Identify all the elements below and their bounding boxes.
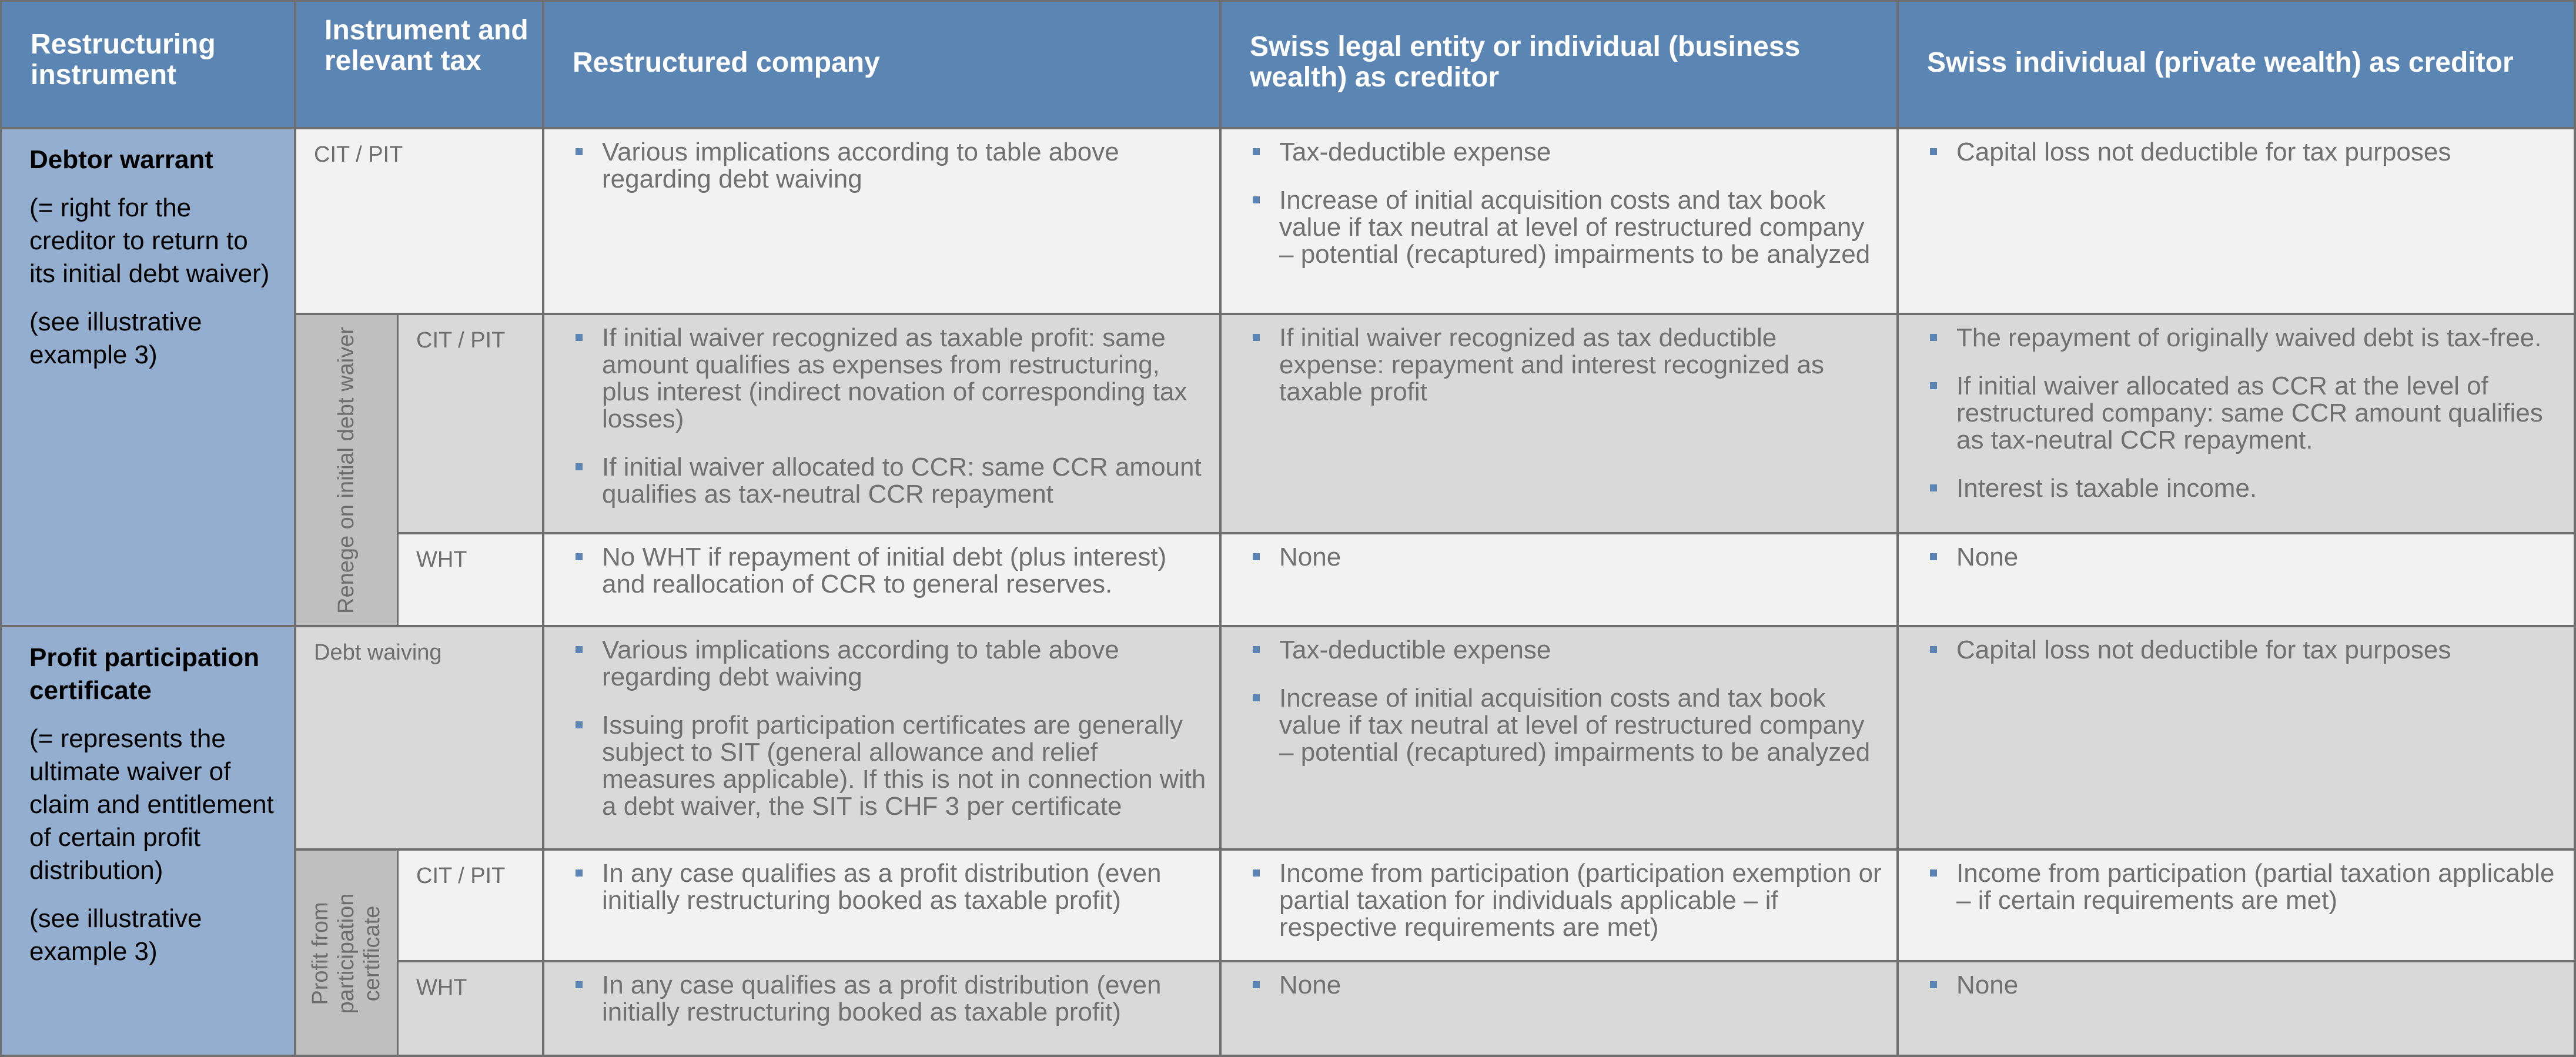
dw-cit-private-cell bbox=[1898, 128, 2576, 314]
bullet-item bbox=[561, 544, 1209, 598]
bullet-text: Tax-deductible expense bbox=[1279, 138, 1551, 166]
grid-line bbox=[295, 313, 2576, 315]
subgroup-profit-from-participation bbox=[295, 849, 397, 1057]
tax-label-text: CIT / PIT bbox=[416, 864, 506, 888]
bullet-item bbox=[1238, 860, 1886, 941]
bullet-text: Issuing profit participation certificates are generally subject to SIT (general allowance and relief measures applicable). If this is not in connection with a debt waiver, the SIT is CHF 3 per certificate bbox=[602, 711, 1206, 821]
renege-cit-private-cell bbox=[1898, 314, 2576, 533]
grid-line bbox=[2574, 0, 2576, 1057]
subgroup-renege-on-waiver bbox=[295, 314, 397, 626]
grid-line bbox=[0, 127, 2576, 129]
bullet-text: Capital loss not deductible for tax purposes bbox=[1956, 635, 2451, 664]
renege-cit-company-cell bbox=[543, 314, 1220, 533]
bullet-text: If initial waiver allocated as CCR at the level of restructured company: same CCR amount qualifies as tax-neutral CCR repayment. bbox=[1956, 372, 2543, 454]
grid-line bbox=[294, 0, 296, 1057]
ppc-wht-private-cell bbox=[1898, 961, 2576, 1057]
bullet-square-icon bbox=[1930, 646, 1937, 653]
bullet-item bbox=[1238, 325, 1886, 406]
tax-label-text: WHT bbox=[416, 547, 467, 572]
grid-line bbox=[542, 0, 544, 1057]
bullet-square-icon bbox=[1930, 869, 1937, 877]
dw-cit-business-cell bbox=[1220, 128, 1898, 314]
renege-wht-private-cell bbox=[1898, 533, 2576, 626]
bullet-text: Increase of initial acquisition costs and tax book value if tax neutral at level of restructured company – potential (recaptured) impairments to be analyzed bbox=[1279, 684, 1871, 767]
bullet-square-icon bbox=[1253, 869, 1260, 877]
profit-from-participation-label-text: Profit from participation certificate bbox=[308, 893, 384, 1013]
header-restructured-company bbox=[543, 0, 1220, 128]
bullet-square-icon bbox=[576, 148, 583, 155]
bullet-item bbox=[1238, 544, 1886, 571]
grid-line bbox=[397, 532, 2576, 534]
tax-label-wht bbox=[397, 533, 543, 626]
grid-line bbox=[0, 0, 2576, 2]
bullet-item bbox=[1238, 187, 1886, 268]
bullet-square-icon bbox=[576, 869, 583, 877]
bullet-text: Interest is taxable income. bbox=[1956, 474, 2257, 503]
debtor-warrant-title: Debtor warrant bbox=[29, 145, 213, 174]
bullet-item bbox=[561, 139, 1209, 193]
bullet-square-icon bbox=[1253, 148, 1260, 155]
ppc-waiving-company-cell bbox=[543, 626, 1220, 849]
tax-label-text: CIT / PIT bbox=[314, 142, 403, 167]
bullet-text: Various implications according to table above regarding debt waiving bbox=[602, 635, 1119, 691]
bullet-text: If initial waiver recognized as tax deductible expense: repayment and interest recognized as taxable profit bbox=[1279, 323, 1825, 406]
bullet-item bbox=[1915, 373, 2564, 454]
bullet-item bbox=[561, 325, 1209, 433]
grid-line bbox=[295, 848, 2576, 851]
grid-line bbox=[397, 314, 399, 626]
profit-participation-reference: (see illustrative example 3) bbox=[29, 904, 202, 966]
tax-label-cit-pit bbox=[397, 314, 543, 533]
tax-label-text: Debt waiving bbox=[314, 640, 442, 665]
bullet-square-icon bbox=[1253, 334, 1260, 341]
bullet-item bbox=[1238, 685, 1886, 766]
bullet-item bbox=[561, 637, 1209, 691]
bullet-square-icon bbox=[1253, 694, 1260, 701]
bullet-text: If initial waiver recognized as taxable profit: same amount qualifies as expenses from restructuring, plus interest (indirect novation of corresponding tax losses) bbox=[602, 323, 1187, 433]
bullet-square-icon bbox=[1253, 553, 1260, 560]
ppc-waiving-business-cell bbox=[1220, 626, 1898, 849]
debtor-warrant-reference: (see illustrative example 3) bbox=[29, 307, 202, 369]
bullet-square-icon bbox=[576, 721, 583, 728]
profit-participation-description: (= represents the ultimate waiver of claim and entitlement of certain profit distribution) bbox=[29, 724, 274, 885]
bullet-text: No WHT if repayment of initial debt (plus interest) and reallocation of CCR to general reserves. bbox=[602, 543, 1167, 598]
debtor-warrant-description: (= right for the creditor to return to its initial debt waiver) bbox=[29, 193, 270, 288]
renege-wht-business-cell bbox=[1220, 533, 1898, 626]
bullet-item bbox=[561, 712, 1209, 820]
header-instrument-tax bbox=[295, 0, 543, 128]
tax-label-cit-pit bbox=[295, 128, 543, 314]
bullet-item bbox=[1915, 860, 2564, 914]
bullet-square-icon bbox=[1930, 382, 1937, 389]
bullet-text: Tax-deductible expense bbox=[1279, 635, 1551, 664]
bullet-text: Income from participation (participation exemption or partial taxation for individuals applicable – if respective requirements are met) bbox=[1279, 859, 1882, 942]
bullet-item bbox=[1238, 139, 1886, 166]
grid-line bbox=[0, 625, 2576, 627]
bullet-text: None bbox=[1279, 543, 1341, 571]
bullet-text: Various implications according to table above regarding debt waiving bbox=[602, 138, 1119, 193]
header-col4-text: Swiss legal entity or individual (business wealth) as creditor bbox=[1250, 31, 1801, 93]
tax-label-text: WHT bbox=[416, 975, 467, 1000]
bullet-square-icon bbox=[576, 334, 583, 341]
bullet-text: None bbox=[1956, 543, 2019, 571]
bullet-item bbox=[1915, 637, 2564, 664]
bullet-text: The repayment of originally waived debt is tax-free. bbox=[1956, 323, 2542, 352]
bullet-text: Capital loss not deductible for tax purposes bbox=[1956, 138, 2451, 166]
renege-label-text: Renege on initial debt waiver bbox=[334, 326, 359, 614]
header-col5-text: Swiss individual (private wealth) as creditor bbox=[1927, 47, 2514, 78]
bullet-item bbox=[1915, 475, 2564, 502]
tax-label-debt-waiving bbox=[295, 626, 543, 849]
bullet-item bbox=[561, 972, 1209, 1026]
instrument-debtor-warrant bbox=[0, 128, 295, 626]
renege-cit-business-cell bbox=[1220, 314, 1898, 533]
grid-line bbox=[0, 0, 2, 1057]
bullet-square-icon bbox=[1930, 981, 1937, 988]
profit-participation-title: Profit participation certificate bbox=[29, 643, 260, 705]
bullet-item bbox=[1238, 637, 1886, 664]
header-col3-text: Restructured company bbox=[573, 47, 880, 78]
header-col2-text: Instrument and relevant tax bbox=[324, 15, 528, 76]
instrument-profit-participation bbox=[0, 626, 295, 1057]
bullet-text: In any case qualifies as a profit distribution (even initially restructuring booked as taxable profit) bbox=[602, 971, 1162, 1026]
ppc-wht-business-cell bbox=[1220, 961, 1898, 1057]
bullet-square-icon bbox=[1930, 553, 1937, 560]
ppc-wht-company-cell bbox=[543, 961, 1220, 1057]
bullet-item bbox=[1915, 139, 2564, 166]
ppc-waiving-private-cell bbox=[1898, 626, 2576, 849]
tax-label-wht bbox=[397, 961, 543, 1057]
bullet-square-icon bbox=[1930, 148, 1937, 155]
bullet-text: If initial waiver allocated to CCR: same CCR amount qualifies as tax-neutral CCR repayment bbox=[602, 453, 1202, 509]
header-business-wealth-creditor bbox=[1220, 0, 1898, 128]
header-restructuring-instrument bbox=[0, 0, 295, 128]
bullet-text: Increase of initial acquisition costs and tax book value if tax neutral at level of restructured company – potential (recaptured) impairments to be analyzed bbox=[1279, 186, 1871, 269]
grid-line bbox=[1896, 0, 1899, 1057]
bullet-item bbox=[1238, 972, 1886, 999]
renege-wht-company-cell bbox=[543, 533, 1220, 626]
bullet-square-icon bbox=[1253, 981, 1260, 988]
bullet-square-icon bbox=[1930, 334, 1937, 341]
bullet-item bbox=[561, 454, 1209, 508]
ppc-cit-private-cell bbox=[1898, 849, 2576, 961]
bullet-item bbox=[1915, 544, 2564, 571]
grid-line bbox=[397, 849, 399, 1057]
bullet-square-icon bbox=[576, 646, 583, 653]
bullet-text: None bbox=[1279, 971, 1341, 999]
bullet-square-icon bbox=[1253, 646, 1260, 653]
grid-line bbox=[397, 960, 2576, 962]
dw-cit-company-cell bbox=[543, 128, 1220, 314]
ppc-cit-company-cell bbox=[543, 849, 1220, 961]
header-col1-text: Restructuring instrument bbox=[31, 29, 216, 91]
bullet-square-icon bbox=[576, 463, 583, 470]
bullet-item bbox=[1915, 972, 2564, 999]
bullet-square-icon bbox=[576, 553, 583, 560]
tax-label-cit-pit bbox=[397, 849, 543, 961]
bullet-text: In any case qualifies as a profit distribution (even initially restructuring booked as taxable profit) bbox=[602, 859, 1162, 915]
bullet-text: None bbox=[1956, 971, 2019, 999]
grid-line bbox=[0, 1055, 2576, 1057]
bullet-square-icon bbox=[576, 981, 583, 988]
bullet-item bbox=[561, 860, 1209, 914]
bullet-square-icon bbox=[1930, 484, 1937, 491]
tax-label-text: CIT / PIT bbox=[416, 328, 506, 353]
header-private-wealth-creditor bbox=[1898, 0, 2576, 128]
ppc-cit-business-cell bbox=[1220, 849, 1898, 961]
grid-line bbox=[1219, 0, 1222, 1057]
bullet-square-icon bbox=[1253, 196, 1260, 203]
bullet-item bbox=[1915, 325, 2564, 352]
bullet-text: Income from participation (partial taxation applicable – if certain requirements are met) bbox=[1956, 859, 2555, 915]
